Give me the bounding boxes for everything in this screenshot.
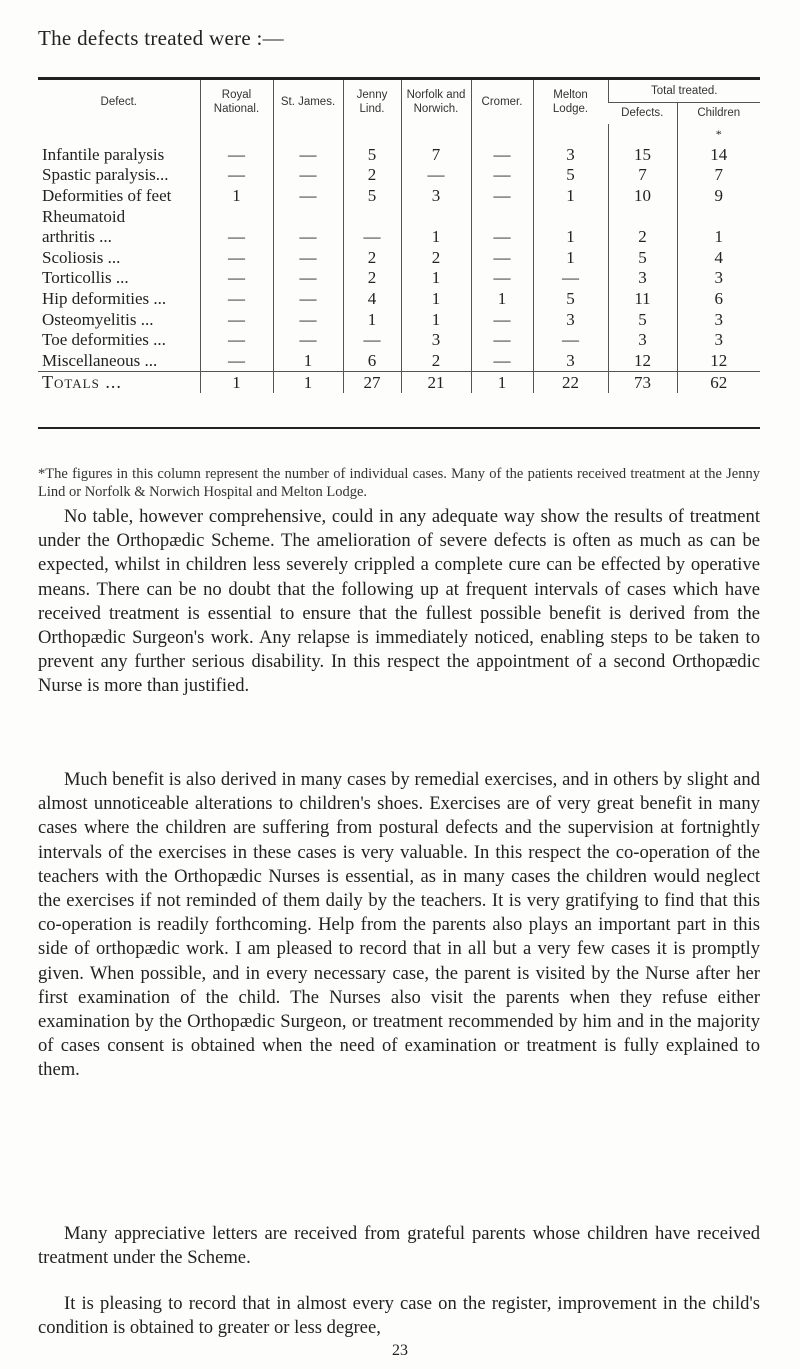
- paragraph-2: Much benefit is also derived in many cases by remedial exercises, and in others by slight and almost unnoticeable alterations to children's shoes. Exercises are of very great benefit in many cases where the children are suffering from postural defects and the supervision at fortnightly intervals of the exercises in these cases is very valuable. In this respect the co-operation of the teachers with the Orthopædic Nurses is essential, as in many cases the children would neglect the exercises if not reminded of them daily by the teachers. It is very gratifying to find that this co-operation is readily forthcoming. Help from the parents also plays an important part in this side of orthopædic work. I am pleased to record that in all but a very few cases it is promptly given. When possible, and in every necessary case, the parent is visited by the Nurse after her first examination of the child. The Nurses also visit the parents when they refuse either examination by the Orthopædic Surgeon, or treatment recommended by him and in the majority of cases consent is obtained when the need of examination or treatment is fully explained to them.: [38, 769, 760, 1081]
- table-row: [38, 309, 760, 330]
- cromer-cell: [471, 206, 533, 227]
- jenny-lind-cell: [343, 206, 401, 227]
- total-children-cell: 14: [677, 145, 760, 166]
- jenny-lind-cell: 1: [343, 309, 401, 330]
- norfolk-norwich-cell: 2: [401, 248, 471, 269]
- table-row: [38, 351, 760, 372]
- melton-lodge-cell: 5: [533, 289, 608, 310]
- norfolk-norwich-cell: 3: [401, 186, 471, 207]
- total-children-cell: 9: [677, 186, 760, 207]
- jenny-lind-cell: 2: [343, 268, 401, 289]
- norfolk-norwich-cell: 1: [401, 289, 471, 310]
- column-header-defect: Defect.: [100, 96, 137, 108]
- defect-name-cell: Miscellaneous ...: [42, 350, 158, 370]
- table-bottom-rule: [38, 427, 760, 429]
- defect-name-cell: arthritis ...: [42, 227, 112, 247]
- norfolk-norwich-cell: 7: [401, 145, 471, 166]
- royal-national-cell: —: [200, 289, 273, 310]
- totals-royal-national-cell: 1: [200, 372, 273, 394]
- totals-st-james-cell: 1: [273, 372, 343, 394]
- defect-name-cell: Deformities of feet: [42, 186, 172, 206]
- defects-table-body: [38, 124, 760, 393]
- total-defects-cell: 15: [608, 145, 677, 166]
- column-header-total-treated: Total treated.: [608, 80, 760, 102]
- norfolk-norwich-cell: 1: [401, 227, 471, 248]
- total-defects-cell: 2: [608, 227, 677, 248]
- table-spacer-row: [38, 124, 760, 145]
- jenny-lind-cell: —: [343, 330, 401, 351]
- jenny-lind-cell: 5: [343, 145, 401, 166]
- royal-national-cell: —: [200, 351, 273, 372]
- total-defects-cell: 11: [608, 289, 677, 310]
- royal-national-cell: [200, 206, 273, 227]
- total-defects-cell: 3: [608, 330, 677, 351]
- column-header-melton-lodge: Melton Lodge.: [533, 80, 608, 124]
- cromer-cell: —: [471, 227, 533, 248]
- total-defects-cell: 12: [608, 351, 677, 372]
- jenny-lind-cell: 5: [343, 186, 401, 207]
- jenny-lind-cell: 2: [343, 248, 401, 269]
- page-number: 23: [392, 1342, 408, 1359]
- total-children-cell: 3: [677, 330, 760, 351]
- paragraph-1: No table, however comprehensive, could in any adequate way show the results of treatment under the Orthopædic Scheme. The amelioration of severe defects is often as much as can be expected, whilst in children less severely crippled a complete cure can be effected by operative means. There can be no doubt that the following up at frequent intervals of cases which have received treatment is essential to ensure that the fullest possible benefit is derived from the Orthopædic Surgeon's work. Any relapse is immediately noticed, enabling steps to be taken to prevent any further serious disability. In this respect the appointment of a second Orthopædic Nurse is more than justified.: [38, 506, 760, 697]
- defects-table: [38, 80, 760, 393]
- total-children-cell: 12: [677, 351, 760, 372]
- paragraph-4: It is pleasing to record that in almost every case on the register, improvement in the child's condition is obtained to greater or less degree,: [38, 1293, 760, 1339]
- total-children-cell: [677, 206, 760, 227]
- st-james-cell: —: [273, 248, 343, 269]
- st-james-cell: —: [273, 186, 343, 207]
- table-row: [38, 289, 760, 310]
- totals-jenny-lind-cell: 27: [343, 372, 401, 394]
- royal-national-cell: —: [200, 248, 273, 269]
- defect-name-cell: Hip deformities ...: [42, 289, 167, 309]
- totals-norfolk-norwich-cell: 21: [401, 372, 471, 394]
- royal-national-cell: —: [200, 227, 273, 248]
- norfolk-norwich-cell: [401, 206, 471, 227]
- table-row: [38, 330, 760, 351]
- royal-national-cell: —: [200, 145, 273, 166]
- jenny-lind-cell: —: [343, 227, 401, 248]
- footnote-marker: *: [715, 127, 722, 142]
- total-children-cell: 7: [677, 165, 760, 186]
- cromer-cell: —: [471, 268, 533, 289]
- totals-melton-lodge-cell: 22: [533, 372, 608, 394]
- st-james-cell: —: [273, 309, 343, 330]
- defect-name-cell: Rheumatoid: [42, 206, 126, 226]
- jenny-lind-cell: 6: [343, 351, 401, 372]
- norfolk-norwich-cell: 2: [401, 351, 471, 372]
- melton-lodge-cell: 3: [533, 309, 608, 330]
- totals-defect-name-cell: Totals ...: [38, 372, 200, 394]
- melton-lodge-cell: 3: [533, 351, 608, 372]
- paragraph-3: Many appreciative letters are received from grateful parents whose children have received treatment under the Scheme.: [38, 1223, 760, 1269]
- cromer-cell: 1: [471, 289, 533, 310]
- st-james-cell: —: [273, 268, 343, 289]
- defect-name-cell: Torticollis ...: [42, 268, 129, 288]
- total-defects-cell: 3: [608, 268, 677, 289]
- column-header-total-defects: Defects.: [621, 107, 664, 120]
- totals-cromer-cell: 1: [471, 372, 533, 394]
- total-defects-cell: 10: [608, 186, 677, 207]
- total-children-cell: 3: [677, 309, 760, 330]
- total-defects-cell: 5: [608, 248, 677, 269]
- cromer-cell: —: [471, 309, 533, 330]
- column-header-cromer: Cromer.: [471, 80, 533, 124]
- melton-lodge-cell: 1: [533, 186, 608, 207]
- cromer-cell: —: [471, 248, 533, 269]
- st-james-cell: [273, 206, 343, 227]
- cromer-cell: —: [471, 330, 533, 351]
- jenny-lind-cell: 2: [343, 165, 401, 186]
- royal-national-cell: 1: [200, 186, 273, 207]
- royal-national-cell: —: [200, 330, 273, 351]
- column-header-jenny-lind: Jenny Lind.: [343, 80, 401, 124]
- cromer-cell: —: [471, 351, 533, 372]
- st-james-cell: —: [273, 227, 343, 248]
- st-james-cell: —: [273, 145, 343, 166]
- st-james-cell: —: [273, 165, 343, 186]
- st-james-cell: 1: [273, 351, 343, 372]
- page-heading: The defects treated were :—: [38, 26, 284, 50]
- defect-name-cell: Scoliosis ...: [42, 247, 121, 267]
- defect-name-cell: Infantile paralysis: [42, 144, 165, 164]
- total-defects-cell: 7: [608, 165, 677, 186]
- table-row: [38, 227, 760, 248]
- norfolk-norwich-cell: —: [401, 165, 471, 186]
- total-children-cell: 1: [677, 227, 760, 248]
- royal-national-cell: —: [200, 165, 273, 186]
- table-row: [38, 248, 760, 269]
- totals-row: [38, 372, 760, 394]
- melton-lodge-cell: 1: [533, 227, 608, 248]
- jenny-lind-cell: 4: [343, 289, 401, 310]
- totals-total-defects-cell: 73: [608, 372, 677, 394]
- table-row: [38, 206, 760, 227]
- total-defects-cell: [608, 206, 677, 227]
- norfolk-norwich-cell: 3: [401, 330, 471, 351]
- melton-lodge-cell: —: [533, 268, 608, 289]
- norfolk-norwich-cell: 1: [401, 309, 471, 330]
- table-footnote: *The figures in this column represent the number of individual cases. Many of the patients received treatment at the Jenny Lind or Norfolk & Norwich Hospital and Melton Lodge.: [38, 466, 760, 500]
- melton-lodge-cell: 3: [533, 145, 608, 166]
- total-children-cell: 6: [677, 289, 760, 310]
- totals-total-children-cell: 62: [677, 372, 760, 394]
- total-children-cell: 4: [677, 248, 760, 269]
- defect-name-cell: Spastic paralysis...: [42, 165, 169, 185]
- melton-lodge-cell: 1: [533, 248, 608, 269]
- defect-name-cell: Osteomyelitis ...: [42, 309, 154, 329]
- column-header-st-james: St. James.: [273, 80, 343, 124]
- table-row: [38, 268, 760, 289]
- table-row: [38, 165, 760, 186]
- defect-name-cell: Toe deformities ...: [42, 330, 166, 350]
- norfolk-norwich-cell: 1: [401, 268, 471, 289]
- cromer-cell: —: [471, 145, 533, 166]
- royal-national-cell: —: [200, 309, 273, 330]
- cromer-cell: —: [471, 186, 533, 207]
- column-header-total-children: Children: [677, 102, 760, 124]
- total-children-cell: 3: [677, 268, 760, 289]
- column-header-norfolk-norwich: Norfolk and Norwich.: [401, 80, 471, 124]
- melton-lodge-cell: 5: [533, 165, 608, 186]
- column-header-royal-national: Royal National.: [200, 80, 273, 124]
- royal-national-cell: —: [200, 268, 273, 289]
- total-defects-cell: 5: [608, 309, 677, 330]
- table-row: [38, 145, 760, 166]
- melton-lodge-cell: —: [533, 330, 608, 351]
- table-row: [38, 186, 760, 207]
- melton-lodge-cell: [533, 206, 608, 227]
- st-james-cell: —: [273, 330, 343, 351]
- cromer-cell: —: [471, 165, 533, 186]
- st-james-cell: —: [273, 289, 343, 310]
